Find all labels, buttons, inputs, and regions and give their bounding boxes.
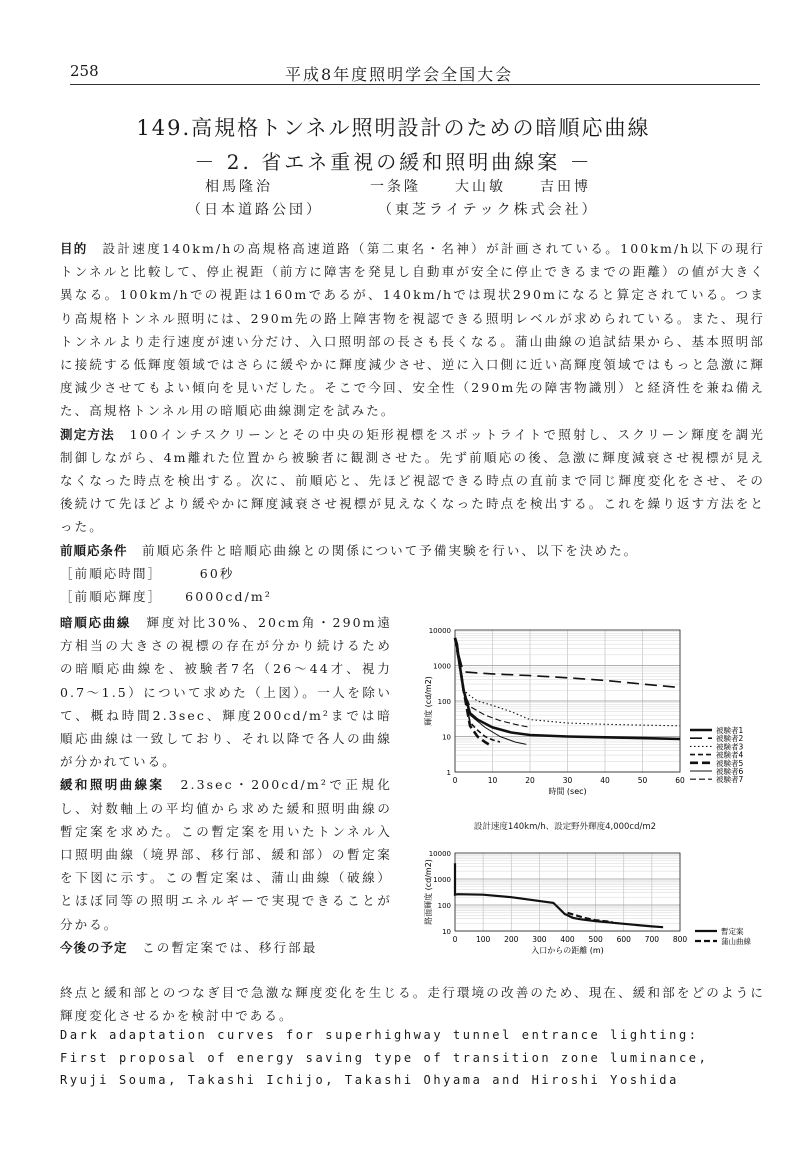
y-tick-label: 1000	[433, 662, 451, 671]
paper-subtitle: － 2. 省エネ重視の緩和照明曲線案 －	[194, 150, 593, 174]
relax-curve-paragraph	[60, 773, 392, 935]
x-tick-label: 100	[475, 935, 491, 944]
english-line-1: Dark adaptation curves for superhighway tunnel entrance lighting:	[60, 1028, 699, 1042]
method-paragraph	[60, 423, 765, 539]
x-tick-label: 600	[616, 935, 631, 944]
dark-curve-heading: 暗順応曲線	[60, 615, 132, 630]
preadapt-time-value: 60秒	[199, 565, 235, 581]
future-continued	[60, 981, 765, 1027]
series-line-1	[455, 863, 663, 927]
x-tick-label: 500	[588, 935, 603, 944]
legend-label-1: 暫定案	[721, 927, 744, 936]
x-axis-label: 時間 (sec)	[548, 787, 587, 796]
legend-label-2: 被験者2	[716, 734, 744, 744]
preadapt-lum-label: ［前順応輝度］	[60, 589, 156, 605]
english-line-2: First proposal of energy saving type of transition zone luminance,	[60, 1050, 709, 1065]
y-tick-label: 1	[446, 769, 451, 777]
purpose-paragraph	[60, 237, 765, 423]
x-tick-label: 40	[600, 776, 610, 785]
preadapt-lum	[60, 585, 765, 608]
y-tick-label: 100	[437, 698, 451, 706]
author-right: 一条隆 大山敏 吉田博	[370, 179, 591, 195]
x-tick-label: 400	[560, 935, 575, 944]
y-tick-label: 10	[442, 928, 451, 936]
preadapt-time-label: ［前順応時間］	[60, 565, 156, 581]
body-narrow	[60, 611, 392, 959]
legend-label-3: 被験者3	[716, 742, 744, 752]
y-tick-label: 10	[442, 733, 451, 742]
x-tick-label: 0	[452, 776, 458, 785]
dark-adaptation-chart	[400, 615, 775, 815]
purpose-text: 設計速度140km/hの高規格高速道路（第二東名・名神）が計画されている。100km/h以下の現行トンネルと比較して、停止視距（前方に障害を発見し自動車が安全に停止できるまでの距離）の値が大きく異なる。100km/hでの視距は160mであるが、140km/hでは現状290mになると算定されている。つまり高規格トンネル照明には、290m先の路上障害物を視認できる照明レベルが求められている。また、現行トンネルより走行速度が速い分だけ、入口照明部の長さも長くなる。蒲山曲線の追試結果から、基本照明部に接続する低輝度領域ではさらに緩やかに輝度減少させ、逆に入口側に近い高輝度領域ではもっと急激に輝度減少させてもよい傾向を見いだした。そこで今回、安全性（290m先の障害物識別）と経済性を兼ね備えた、高規格トンネル用の暗順応曲線測定を試みた。	[60, 241, 765, 419]
future-text-b: 終点と緩和部とのつなぎ目で急激な輝度変化を生じる。走行環境の改善のため、現在、緩和部をどのように輝度変化させるかを検討中である。	[60, 985, 765, 1024]
y-axis-label: 路面輝度 (cd/m2)	[424, 859, 433, 925]
dark-curve-paragraph	[60, 611, 392, 773]
future-paragraph-a	[60, 936, 392, 959]
preadapt-paragraph	[60, 539, 765, 562]
x-tick-label: 300	[532, 935, 547, 944]
y-tick-label: 10000	[428, 850, 451, 858]
page-number: 258	[70, 62, 99, 80]
relax-curve-text: 2.3sec・200cd/m²で正規化し、対数軸上の平均値から求めた緩和照明曲線の暫定案を求めた。この暫定案を用いたトンネル入口照明曲線（境界部、移行部、緩和部）の暫定案を下図に示す。この暫定案は、蒲山曲線（破線）とほぼ同等の照明エネルギーで実現できることが分かる。	[60, 777, 393, 932]
y-tick-label: 100	[437, 902, 451, 910]
legend-label-4: 被験者4	[716, 750, 744, 760]
future-heading: 今後の予定	[60, 939, 128, 955]
x-tick-label: 50	[637, 776, 648, 785]
y-axis-label: 輝度 (cd/m2)	[424, 676, 433, 726]
method-heading: 測定方法	[60, 426, 115, 442]
running-title: 平成8年度照明学会全国大会	[285, 65, 514, 84]
legend-label-5: 被験者5	[716, 758, 744, 768]
affiliation-left: （日本道路公団）	[187, 202, 323, 218]
preadapt-heading: 前順応条件	[60, 542, 128, 558]
x-tick-label: 700	[644, 935, 660, 944]
header-rule	[70, 84, 760, 85]
author-left: 相馬隆治	[205, 179, 273, 195]
dark-curve-text: 輝度対比30%、20cm角・290m遠方相当の大きさの視標の存在が分かり続けるための暗順応曲線を、被験者7名（26～44才、視力0.7～1.5）について求めた（上図）。一人を除いて、概ね時間2.3sec、輝度200cd/m²までは暗順応曲線は一致しており、それ以降で各人の曲線が分かれている。	[60, 615, 392, 770]
body-full	[60, 237, 765, 608]
y-tick-label: 1000	[433, 876, 451, 884]
affiliation-right: （東芝ライテック株式会社）	[378, 202, 599, 218]
relax-curve-heading: 緩和照明曲線案	[60, 777, 165, 793]
legend-label-2: 蒲山曲線	[721, 937, 751, 946]
chart1-caption: 設計速度140km/h、設定野外輝度4,000cd/m2	[473, 822, 657, 832]
x-tick-label: 30	[562, 776, 573, 785]
entrance-lighting-chart	[400, 838, 775, 968]
legend-label-7: 被験者7	[716, 775, 744, 785]
english-line-3: Ryuji Souma, Takashi Ichijo, Takashi Ohyama and Hiroshi Yoshida	[60, 1073, 679, 1087]
x-tick-label: 20	[525, 776, 535, 785]
x-tick-label: 0	[452, 935, 458, 944]
legend-label-1: 被験者1	[716, 726, 744, 735]
method-text: 100インチスクリーンとその中央の矩形視標をスポットライトで照射し、スクリーン輝度を調光制御しながら、4m離れた位置から被験者に観測させた。先ず前順応の後、急激に輝度減衰させ視標が見えなくなった時点を検出する。次に、前順応と、先ほど視認できる時点の直前まで同じ輝度変化をさせ、その後続けて先ほどより緩やかに輝度減衰させ視標が見えなくなった時点を検出する。これを繰り返す方法をとった。	[60, 426, 765, 535]
english-abstract	[60, 1024, 765, 1092]
legend-label-6: 被験者6	[716, 767, 744, 776]
x-tick-label: 60	[675, 776, 685, 785]
purpose-heading: 目的	[60, 241, 88, 256]
future-text-a: この暫定案では、移行部最	[142, 939, 318, 955]
preadapt-text: 前順応条件と暗順応曲線との関係について予備実験を行い、以下を決めた。	[142, 542, 639, 558]
y-tick-label: 10000	[428, 627, 451, 635]
preadapt-time	[60, 562, 765, 585]
paper-title: 149.高規格トンネル照明設計のための暗順応曲線	[136, 116, 651, 140]
preadapt-lum-value: 6000cd/m²	[185, 589, 272, 605]
series-line-5	[455, 638, 489, 745]
x-tick-label: 200	[504, 935, 519, 944]
x-tick-label: 800	[672, 935, 688, 944]
series-line-6	[455, 638, 526, 745]
x-tick-label: 10	[487, 776, 498, 785]
x-axis-label: 入口からの距離 (m)	[531, 946, 604, 955]
